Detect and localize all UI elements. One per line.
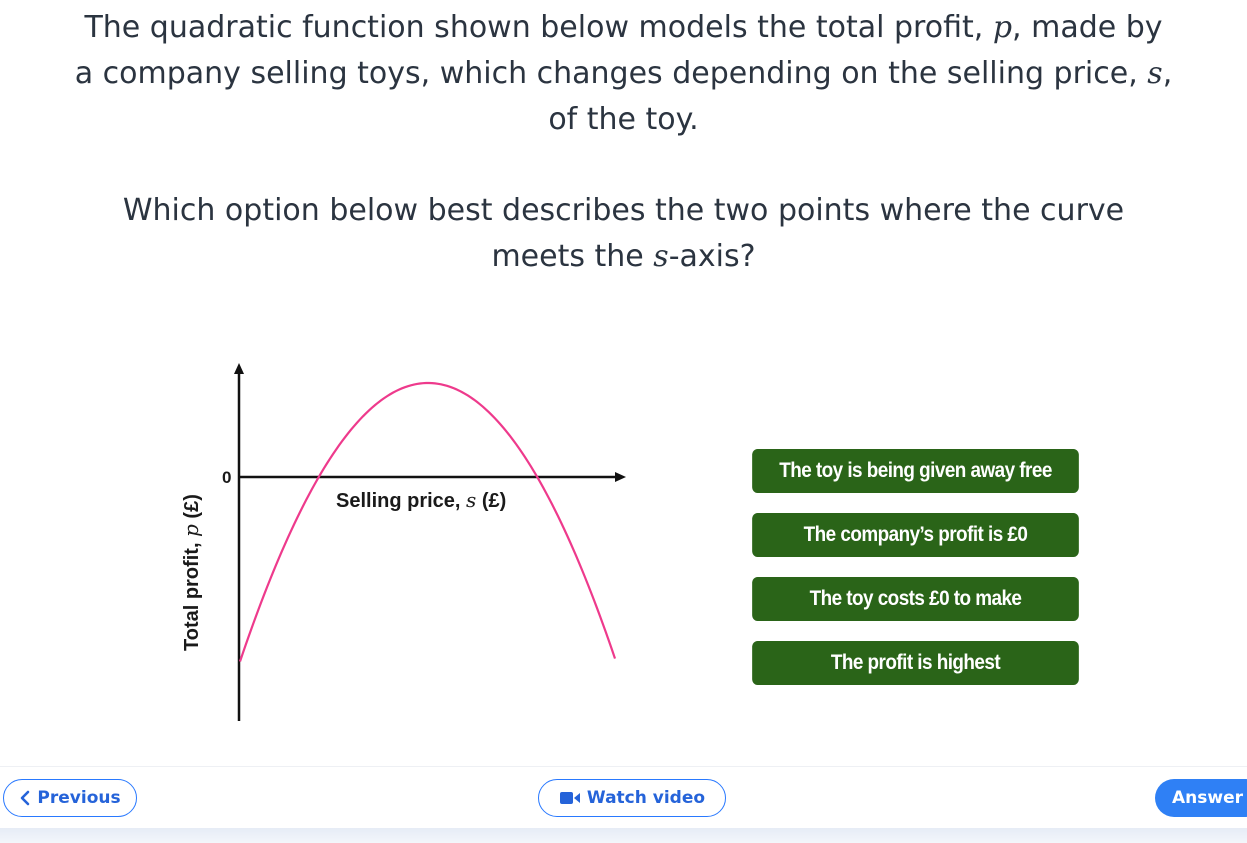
watch-video-label: Watch video <box>586 788 706 808</box>
option-given-away-free[interactable]: The toy is being given away free <box>752 449 1079 493</box>
origin-label: 0 <box>222 468 232 487</box>
footer-shadow <box>0 828 1247 843</box>
option-profit-zero[interactable]: The company’s profit is £0 <box>752 513 1079 557</box>
question-line-4: Which option below best describes the two points where the curve <box>122 193 1125 228</box>
question-intro <box>0 5 1247 143</box>
x-axis-arrow-icon <box>615 472 626 482</box>
previous-button[interactable] <box>3 779 137 817</box>
previous-label: Previous <box>37 788 121 808</box>
video-camera-icon <box>559 791 581 805</box>
question-line-2: a company selling toys, which changes depending on the selling price, s, <box>74 56 1173 91</box>
profit-graph <box>160 355 640 735</box>
profit-curve <box>240 383 615 662</box>
option-profit-highest[interactable]: The profit is highest <box>752 641 1079 685</box>
x-axis-label: Selling price, s (£) <box>336 488 507 512</box>
question-line-3: of the toy. <box>548 102 699 137</box>
y-axis-label: Total profit, p (£) <box>179 494 203 651</box>
chevron-left-icon <box>19 790 31 806</box>
watch-video-button[interactable] <box>538 779 726 817</box>
option-costs-zero[interactable]: The toy costs £0 to make <box>752 577 1079 621</box>
question-line-1: The quadratic function shown below models the total profit, p, made by <box>84 10 1163 45</box>
answer-button[interactable] <box>1155 779 1247 817</box>
y-axis-arrow-icon <box>234 363 244 374</box>
question-prompt <box>0 188 1247 280</box>
answer-label: Answer <box>1172 788 1243 808</box>
question-line-5: meets the s-axis? <box>491 239 756 274</box>
footer-bar <box>0 766 1247 829</box>
answer-options <box>734 449 1097 705</box>
